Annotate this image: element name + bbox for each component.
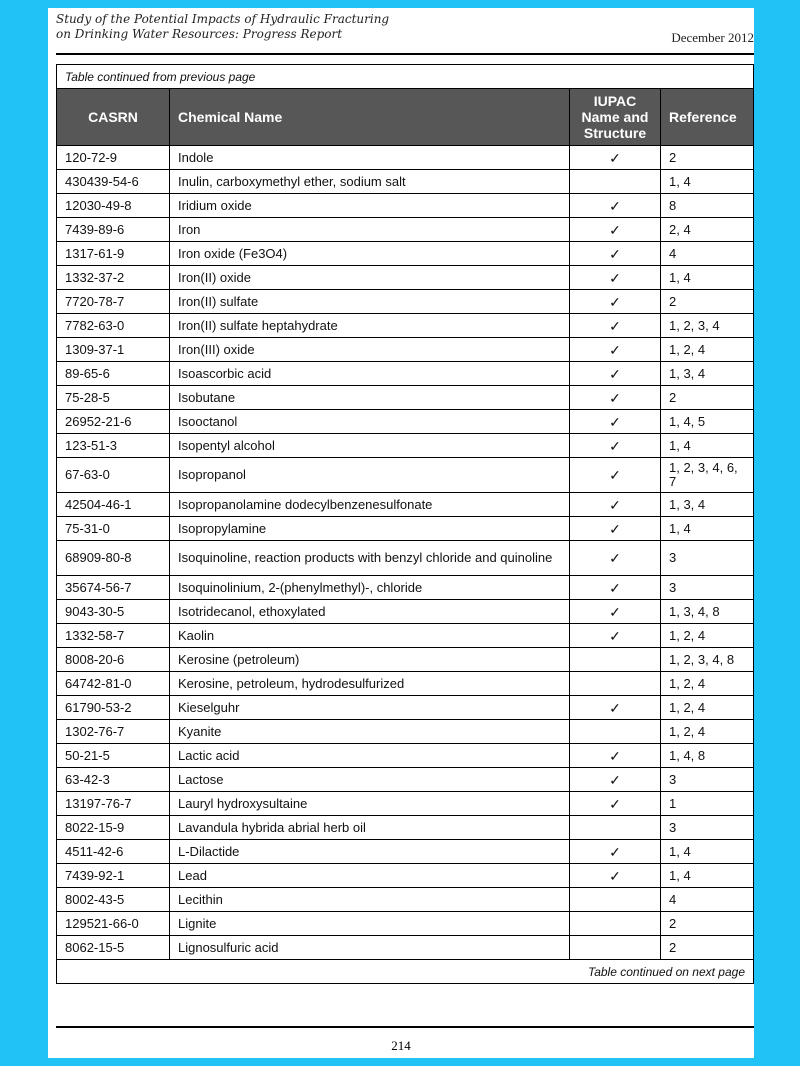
table-row [57,290,754,314]
cell-casrn: 68909-80-8 [57,541,170,576]
cell-casrn: 67-63-0 [57,458,170,493]
table-row [57,768,754,792]
cell-iupac-check: ✓ [570,576,661,600]
cell-chemical-name: Kerosine (petroleum) [170,648,570,672]
cell-reference: 8 [661,194,754,218]
table-row [57,816,754,840]
continued-from-note: Table continued from previous page [57,65,754,89]
cell-casrn: 61790-53-2 [57,696,170,720]
cell-casrn: 8062-15-5 [57,936,170,960]
cell-iupac-check [570,648,661,672]
table-row [57,362,754,386]
cell-reference: 1, 2, 4 [661,338,754,362]
cell-iupac-check: ✓ [570,146,661,170]
cell-iupac-check: ✓ [570,792,661,816]
cell-casrn: 1309-37-1 [57,338,170,362]
cell-iupac-check [570,816,661,840]
continued-next-note: Table continued on next page [57,960,754,984]
cell-chemical-name: Lactose [170,768,570,792]
cell-reference: 1, 2, 4 [661,720,754,744]
cell-reference: 1, 2, 4 [661,672,754,696]
cell-chemical-name: Lactic acid [170,744,570,768]
table-row [57,493,754,517]
cell-casrn: 1332-58-7 [57,624,170,648]
cell-iupac-check [570,720,661,744]
cell-iupac-check [570,912,661,936]
cell-iupac-check: ✓ [570,864,661,888]
cell-casrn: 12030-49-8 [57,194,170,218]
cell-reference: 3 [661,576,754,600]
cell-iupac-check: ✓ [570,624,661,648]
table-row [57,410,754,434]
cell-casrn: 120-72-9 [57,146,170,170]
report-title [56,12,754,42]
column-header-iupac: IUPAC Name and Structure [570,89,661,146]
table-row [57,314,754,338]
table-row [57,170,754,194]
table-row [57,146,754,170]
cell-chemical-name: Indole [170,146,570,170]
cell-chemical-name: Lauryl hydroxysultaine [170,792,570,816]
cell-casrn: 8002-43-5 [57,888,170,912]
cell-casrn: 42504-46-1 [57,493,170,517]
cell-casrn: 1302-76-7 [57,720,170,744]
cell-chemical-name: Kaolin [170,624,570,648]
report-title-line-1: Study of the Potential Impacts of Hydraulic Fracturing [56,12,390,26]
cell-chemical-name: Lead [170,864,570,888]
table-row [57,912,754,936]
cell-reference: 1, 4, 8 [661,744,754,768]
cell-reference: 2, 4 [661,218,754,242]
cell-chemical-name: Lignosulfuric acid [170,936,570,960]
cell-casrn: 129521-66-0 [57,912,170,936]
cell-reference: 1, 2, 3, 4, 8 [661,648,754,672]
cell-iupac-check: ✓ [570,266,661,290]
cell-casrn: 123-51-3 [57,434,170,458]
cell-iupac-check [570,888,661,912]
cell-iupac-check: ✓ [570,194,661,218]
table-row [57,458,754,493]
cell-iupac-check: ✓ [570,434,661,458]
cell-reference: 1, 3, 4 [661,362,754,386]
table-row [57,541,754,576]
column-header-chemical-name: Chemical Name [170,89,570,146]
continued-from-row [57,65,754,89]
cell-reference: 1, 4 [661,266,754,290]
cell-iupac-check: ✓ [570,290,661,314]
cell-casrn: 75-28-5 [57,386,170,410]
cell-casrn: 64742-81-0 [57,672,170,696]
cell-chemical-name: Iridium oxide [170,194,570,218]
cell-reference: 3 [661,768,754,792]
cell-casrn: 7782-63-0 [57,314,170,338]
cell-iupac-check: ✓ [570,314,661,338]
table-row [57,386,754,410]
cell-chemical-name: Isobutane [170,386,570,410]
cell-chemical-name: Lavandula hybrida abrial herb oil [170,816,570,840]
cell-iupac-check: ✓ [570,840,661,864]
cell-chemical-name: Kyanite [170,720,570,744]
cell-iupac-check [570,672,661,696]
cell-casrn: 1332-37-2 [57,266,170,290]
table-row [57,517,754,541]
table-row [57,266,754,290]
cell-reference: 4 [661,888,754,912]
cell-reference: 1, 2, 4 [661,624,754,648]
table-row [57,218,754,242]
cell-chemical-name: Iron(II) oxide [170,266,570,290]
page-number: 214 [391,1038,411,1053]
cell-iupac-check [570,170,661,194]
cell-iupac-check: ✓ [570,386,661,410]
cell-casrn: 7439-89-6 [57,218,170,242]
cell-chemical-name: Isoascorbic acid [170,362,570,386]
cell-reference: 2 [661,936,754,960]
cell-chemical-name: Isotridecanol, ethoxylated [170,600,570,624]
cell-chemical-name: Isopropylamine [170,517,570,541]
cell-reference: 1, 2, 3, 4 [661,314,754,338]
table-row [57,600,754,624]
table-row [57,840,754,864]
cell-iupac-check: ✓ [570,338,661,362]
cell-iupac-check: ✓ [570,744,661,768]
table-row [57,194,754,218]
cell-casrn: 7439-92-1 [57,864,170,888]
cell-chemical-name: Isopropanol [170,458,570,493]
cell-casrn: 50-21-5 [57,744,170,768]
cell-reference: 3 [661,541,754,576]
footer-rule [56,1026,754,1028]
table-row [57,672,754,696]
cell-iupac-check: ✓ [570,517,661,541]
cell-reference: 2 [661,912,754,936]
table-row [57,624,754,648]
cell-reference: 4 [661,242,754,266]
report-title-line-2: on Drinking Water Resources: Progress Report [56,27,343,41]
cell-reference: 1, 3, 4, 8 [661,600,754,624]
cell-chemical-name: Isoquinoline, reaction products with benzyl chloride and quinoline [170,541,570,576]
report-date: December 2012 [671,30,754,45]
column-header-casrn: CASRN [57,89,170,146]
chemicals-table [56,64,754,984]
cell-reference: 1, 4 [661,517,754,541]
table-row [57,744,754,768]
cell-iupac-check: ✓ [570,493,661,517]
table-row [57,888,754,912]
table-row [57,434,754,458]
cell-chemical-name: Kieselguhr [170,696,570,720]
table-header-row [57,89,754,146]
cell-casrn: 1317-61-9 [57,242,170,266]
cell-casrn: 63-42-3 [57,768,170,792]
cell-reference: 1, 3, 4 [661,493,754,517]
cell-casrn: 75-31-0 [57,517,170,541]
cell-casrn: 4511-42-6 [57,840,170,864]
cell-reference: 1, 4 [661,170,754,194]
page-header [56,12,754,48]
cell-chemical-name: Kerosine, petroleum, hydrodesulfurized [170,672,570,696]
cell-iupac-check: ✓ [570,600,661,624]
cell-reference: 1, 2, 4 [661,696,754,720]
cell-reference: 1, 2, 3, 4, 6, 7 [661,458,754,493]
cell-casrn: 13197-76-7 [57,792,170,816]
cell-reference: 2 [661,386,754,410]
cell-iupac-check: ✓ [570,458,661,493]
cell-chemical-name: Iron [170,218,570,242]
cell-chemical-name: Lecithin [170,888,570,912]
cell-reference: 1 [661,792,754,816]
cell-chemical-name: L-Dilactide [170,840,570,864]
cell-casrn: 89-65-6 [57,362,170,386]
cell-casrn: 8022-15-9 [57,816,170,840]
cell-reference: 1, 4 [661,864,754,888]
table-row [57,864,754,888]
cell-reference: 1, 4, 5 [661,410,754,434]
cell-chemical-name: Isopropanolamine dodecylbenzenesulfonate [170,493,570,517]
cell-iupac-check [570,936,661,960]
table-row [57,338,754,362]
continued-next-row [57,960,754,984]
cell-casrn: 8008-20-6 [57,648,170,672]
cell-chemical-name: Inulin, carboxymethyl ether, sodium salt [170,170,570,194]
table-row [57,936,754,960]
table-row [57,648,754,672]
cell-reference: 3 [661,816,754,840]
cell-iupac-check: ✓ [570,242,661,266]
cell-iupac-check: ✓ [570,768,661,792]
cell-iupac-check: ✓ [570,541,661,576]
cell-casrn: 430439-54-6 [57,170,170,194]
document-page [48,8,754,1058]
cell-iupac-check: ✓ [570,696,661,720]
table-row [57,720,754,744]
table-row [57,792,754,816]
cell-chemical-name: Lignite [170,912,570,936]
table-row [57,696,754,720]
cell-casrn: 35674-56-7 [57,576,170,600]
table-row [57,242,754,266]
cell-casrn: 26952-21-6 [57,410,170,434]
cell-chemical-name: Isoquinolinium, 2-(phenylmethyl)-, chloride [170,576,570,600]
cell-chemical-name: Iron(II) sulfate heptahydrate [170,314,570,338]
header-rule [56,53,754,55]
cell-chemical-name: Isopentyl alcohol [170,434,570,458]
cell-iupac-check: ✓ [570,410,661,434]
cell-chemical-name: Iron(II) sulfate [170,290,570,314]
cell-reference: 1, 4 [661,840,754,864]
cell-iupac-check: ✓ [570,362,661,386]
cell-iupac-check: ✓ [570,218,661,242]
cell-reference: 1, 4 [661,434,754,458]
cell-chemical-name: Iron oxide (Fe3O4) [170,242,570,266]
cell-chemical-name: Isooctanol [170,410,570,434]
table-row [57,576,754,600]
cell-reference: 2 [661,290,754,314]
cell-casrn: 9043-30-5 [57,600,170,624]
column-header-reference: Reference [661,89,754,146]
cell-casrn: 7720-78-7 [57,290,170,314]
cell-chemical-name: Iron(III) oxide [170,338,570,362]
table-body [57,146,754,960]
cell-reference: 2 [661,146,754,170]
